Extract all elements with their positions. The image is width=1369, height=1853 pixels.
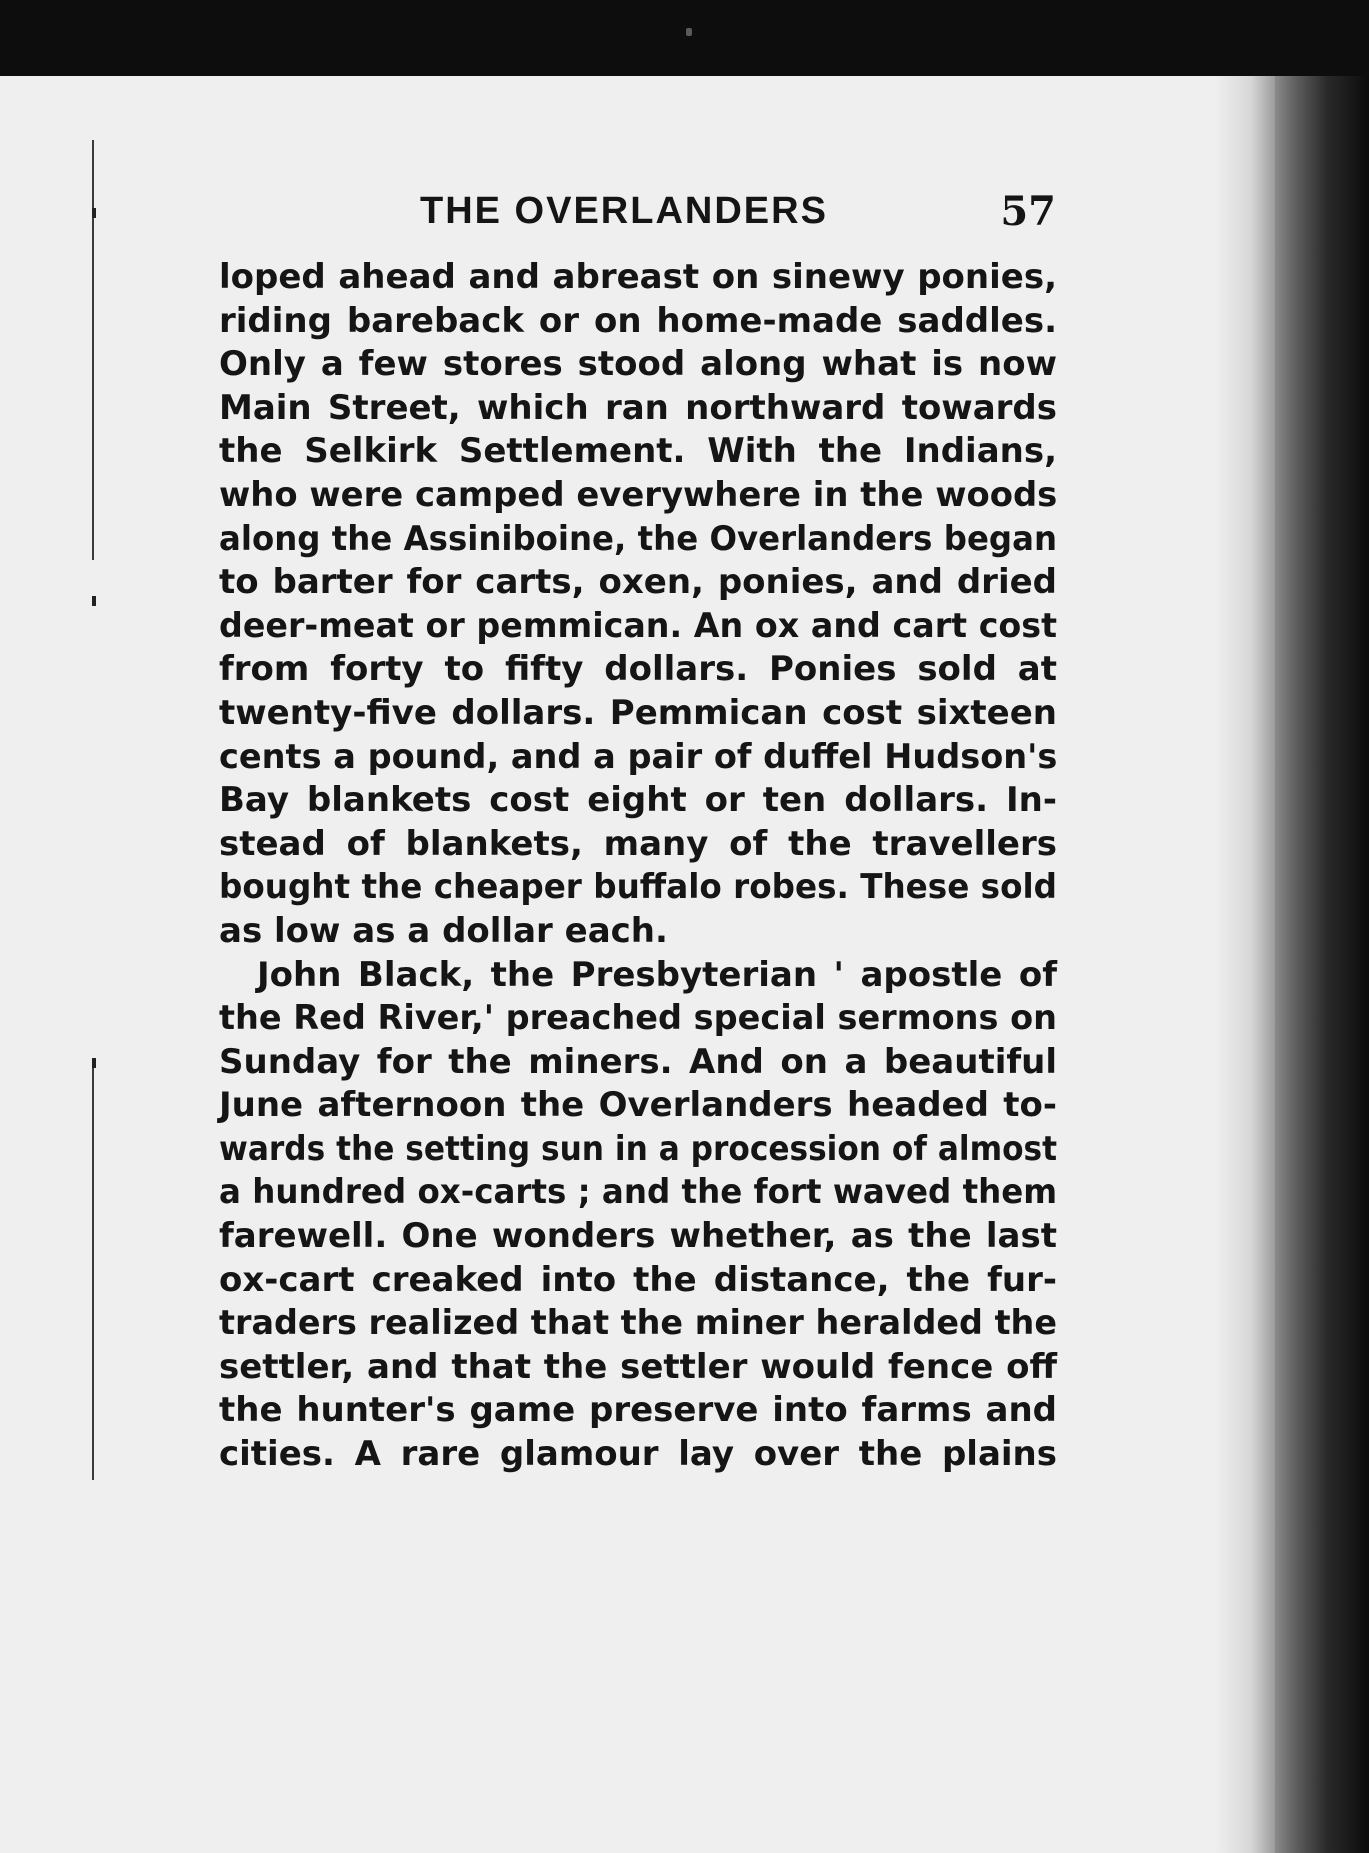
text-line: Sunday for the miners. And on a beautiful	[219, 1041, 1057, 1082]
scan-top-border	[0, 0, 1369, 76]
text-line: to barter for carts, oxen, ponies, and dried	[219, 562, 1057, 603]
text-line: a hundred ox-carts ; and the fort waved them	[219, 1172, 1058, 1213]
margin-mark	[92, 208, 96, 218]
text-line: twenty-five dollars. Pemmican cost sixteen	[219, 692, 1057, 733]
margin-line-lower	[92, 1060, 94, 1480]
text-line: Bay blankets cost eight or ten dollars. In-	[219, 780, 1057, 821]
text-line: who were camped everywhere in the woods	[219, 474, 1058, 515]
text-line: along the Assiniboine, the Overlanders began	[219, 518, 1058, 559]
text-line: cents a pound, and a pair of duffel Hudson's	[219, 736, 1058, 777]
text-line: bought the cheaper buffalo robes. These sold	[219, 867, 1057, 908]
text-line: traders realized that the miner heralded the	[219, 1303, 1057, 1344]
margin-mark	[92, 1058, 96, 1068]
text-line: the hunter's game preserve into farms and	[219, 1390, 1057, 1431]
text-line: wards the setting sun in a procession of almost	[219, 1128, 1058, 1169]
page-number: 57	[1000, 188, 1056, 235]
margin-line-upper	[92, 140, 94, 560]
text-line: Main Street, which ran northward towards	[219, 387, 1057, 428]
text-line: settler, and that the settler would fence off	[219, 1346, 1057, 1387]
text-line: deer-meat or pemmican. An ox and cart cost	[219, 605, 1058, 646]
margin-mark	[92, 596, 96, 606]
text-line: riding bareback or on home-made saddles.	[219, 300, 1057, 341]
book-spine-edge	[1275, 76, 1369, 1853]
text-line: cities. A rare glamour lay over the plains	[219, 1434, 1057, 1475]
text-line: the Selkirk Settlement. With the Indians,	[219, 431, 1057, 472]
text-line: stead of blankets, many of the travellers	[219, 823, 1057, 864]
running-title: THE OVERLANDERS	[420, 190, 828, 232]
scan-dust-speck	[686, 28, 692, 36]
page-gutter-shadow	[1215, 76, 1275, 1853]
page-header	[220, 186, 1060, 242]
text-line: Only a few stores stood along what is now	[219, 344, 1057, 385]
text-line: from forty to fifty dollars. Ponies sold at	[219, 649, 1057, 690]
paragraph-2	[219, 954, 1057, 1477]
body-text	[219, 256, 1057, 1477]
text-line: the Red River,' preached special sermons on	[219, 998, 1058, 1039]
text-line: ox-cart creaked into the distance, the fur-	[219, 1259, 1057, 1300]
text-line: loped ahead and abreast on sinewy ponies,	[219, 257, 1057, 297]
text-line: as low as a dollar each.	[219, 910, 668, 951]
text-line: June afternoon the Overlanders headed to-	[219, 1085, 1057, 1126]
paragraph-1	[219, 256, 1057, 954]
text-line: farewell. One wonders whether, as the last	[219, 1216, 1057, 1257]
text-line: John Black, the Presbyterian ' apostle of	[257, 954, 1057, 995]
